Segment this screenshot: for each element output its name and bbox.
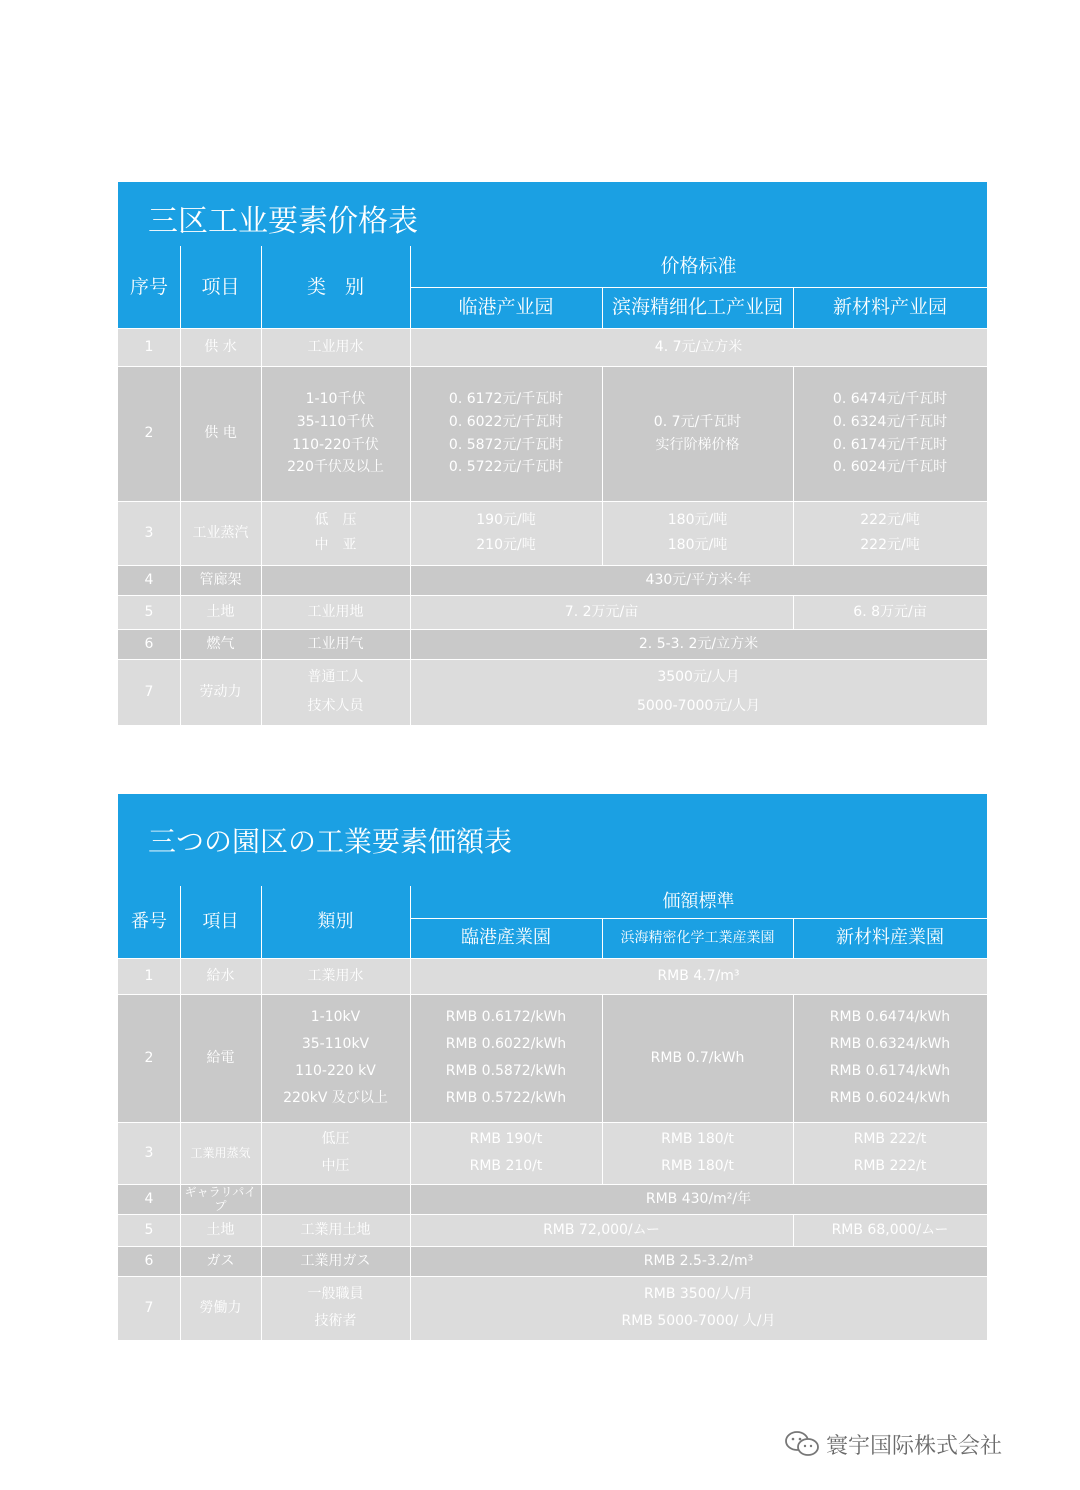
table-row-5-category-line: 工业用地 <box>307 603 364 620</box>
table-row-7-price-line: 5000-7000元/人月 <box>636 698 761 714</box>
grid-line <box>180 659 181 725</box>
table-row-3-price-park2-line: RMB 180/t <box>661 1158 734 1174</box>
table-row-5-price-park-3 <box>793 595 987 629</box>
grid-line <box>261 629 262 659</box>
table-row-7-item-line: 劳动力 <box>199 683 242 700</box>
table-row-5-item-line: 土地 <box>206 1221 235 1238</box>
grid-line <box>261 1122 262 1184</box>
table-row-2-price-park1-line: 0. 6022元/千瓦时 <box>448 413 564 430</box>
table-row-6-category <box>261 629 410 659</box>
table-row-2-price-park3-line: 0. 6174元/千瓦时 <box>832 436 948 453</box>
table-row-3-price-park2 <box>602 501 793 565</box>
grid-line <box>180 629 181 659</box>
header-park-2 <box>602 918 793 958</box>
table-row-2-no-line: 2 <box>144 425 154 442</box>
table-row-1-item-line: 給水 <box>206 967 235 984</box>
table-row-3-item <box>180 501 261 565</box>
table-row-1-no <box>118 328 180 366</box>
table-row-4-no-line: 4 <box>144 571 154 588</box>
table-row-3-item <box>180 1122 261 1184</box>
table-row-3-category <box>261 501 410 565</box>
table-row-2-price-park2 <box>602 366 793 501</box>
grid-line <box>410 918 987 919</box>
grid-line <box>261 994 262 1122</box>
table-row-2-price-park3-line: 0. 6024元/千瓦时 <box>832 459 948 476</box>
table-row-3-price-park3-line: 222元/吨 <box>860 512 920 529</box>
grid-line <box>261 659 262 725</box>
grid-line <box>793 501 794 565</box>
grid-line <box>180 1122 181 1184</box>
table-row-3-category-line: 低圧 <box>321 1131 350 1148</box>
table-row-2-no <box>118 994 180 1122</box>
table-row-2-price-park3-line: 0. 6474元/千瓦时 <box>832 390 948 407</box>
grid-line <box>180 1276 181 1340</box>
table-row-3-price-park1-line: 210元/吨 <box>476 537 536 553</box>
table-row-6-no-line: 6 <box>144 1252 154 1269</box>
table-row-4-item-line: ギャラリパイプ <box>184 1184 257 1213</box>
table-row-2-price-park2-line: RMB 0.7/kWh <box>650 1049 745 1066</box>
table-row-2-no <box>118 366 180 501</box>
header-park-2 <box>602 287 793 328</box>
table-row-2-category-line: 35-110kV <box>301 1036 370 1053</box>
table-row-1-category-line: 工業用水 <box>307 967 364 984</box>
table-row-2-price-park2 <box>602 994 793 1122</box>
grid-line <box>118 1276 987 1277</box>
table-row-5-no <box>118 1214 180 1246</box>
header-item <box>180 886 261 958</box>
table-row-3-item-line: 工業用蒸気 <box>190 1145 251 1160</box>
grid-line <box>793 994 794 1122</box>
grid-line <box>118 1214 987 1215</box>
grid-line <box>410 659 411 725</box>
table-row-5-category-line: 工業用土地 <box>300 1221 371 1238</box>
table-row-7-price <box>410 1276 987 1340</box>
grid-line <box>410 595 411 629</box>
table-row-2-price-park3-line: RMB 0.6174/kWh <box>829 1063 951 1079</box>
table-row-3-price-park1-line: 190元/吨 <box>476 512 536 529</box>
table-row-2-price-park1-line: 0. 6172元/千瓦时 <box>448 390 564 407</box>
table-row-4-no <box>118 1184 180 1214</box>
header-no-line: 序号 <box>129 275 168 298</box>
table-row-3-category-line: 低 压 <box>314 512 357 529</box>
table-row-6-item <box>180 629 261 659</box>
table-row-7-category <box>261 1276 410 1340</box>
table-row-7-price-line: 3500元/人月 <box>657 669 740 686</box>
grid-line <box>180 565 181 595</box>
table-row-7-price-line: RMB 3500/人/月 <box>644 1286 753 1303</box>
header-park-3 <box>793 287 987 328</box>
header-price-standard-line: 価額標準 <box>662 891 735 913</box>
header-item-line: 項目 <box>202 911 239 933</box>
table-row-2-category <box>261 366 410 501</box>
table-row-7-no <box>118 659 180 725</box>
grid-line <box>180 328 181 366</box>
table-row-5-price-park-3-line: 6. 8万元/亩 <box>853 603 927 620</box>
header-price-standard <box>410 886 987 918</box>
grid-line <box>261 886 262 958</box>
table-row-1-price <box>410 328 987 366</box>
header-price-standard <box>410 246 987 287</box>
grid-line <box>118 328 987 329</box>
table-row-2-price-park1-line: RMB 0.6022/kWh <box>445 1036 567 1053</box>
table-row-7-price-line: RMB 5000-7000/ 人/月 <box>621 1313 776 1329</box>
table-row-3-price-park2 <box>602 1122 793 1184</box>
table-row-2-price-park3-line: 0. 6324元/千瓦时 <box>832 413 948 430</box>
header-park-3-line: 新材料産業園 <box>836 927 944 949</box>
table-row-6-price-line: 2. 5-3. 2元/立方米 <box>638 635 759 652</box>
grid-line <box>180 246 181 328</box>
table-row-1-no <box>118 958 180 994</box>
grid-line <box>118 1184 987 1185</box>
table-row-5-price-park-1-2-line: 7. 2万元/亩 <box>564 603 639 620</box>
grid-line <box>118 958 987 959</box>
table-row-2-item <box>180 994 261 1122</box>
grid-line <box>410 328 411 366</box>
table-row-7-category <box>261 659 410 725</box>
price-table-cn <box>118 182 987 728</box>
grid-line <box>261 501 262 565</box>
header-park-2-line: 滨海精细化工产业园 <box>611 296 783 319</box>
table-row-3-category-line: 中圧 <box>321 1158 350 1174</box>
grid-line <box>118 366 987 367</box>
grid-line <box>602 994 603 1122</box>
grid-line <box>261 328 262 366</box>
grid-line <box>118 565 987 566</box>
table-row-6-item <box>180 1246 261 1276</box>
grid-line <box>118 501 987 502</box>
table-row-4-price <box>410 1184 987 1214</box>
table-row-7-no-line: 7 <box>144 683 154 700</box>
grid-line <box>793 1122 794 1184</box>
table-row-2-price-park2-line: 实行阶梯价格 <box>655 436 740 453</box>
grid-line <box>180 1246 181 1276</box>
table-row-4-category <box>261 565 410 595</box>
table-row-5-price-park-1-2 <box>410 1214 793 1246</box>
table-row-3-no-line: 3 <box>144 1144 154 1161</box>
table-row-3-price-park2-line: 180元/吨 <box>667 512 728 529</box>
grid-line <box>261 1184 262 1214</box>
grid-line <box>410 886 411 958</box>
table-row-2-price-park1 <box>410 994 602 1122</box>
header-no <box>118 246 180 328</box>
grid-line <box>602 287 603 328</box>
table-row-2-category-line: 1-10kV <box>310 1009 361 1026</box>
table-row-4-item <box>180 565 261 595</box>
grid-line <box>261 565 262 595</box>
grid-line <box>118 994 987 995</box>
grid-line <box>793 595 794 629</box>
table-row-6-no-line: 6 <box>144 635 154 652</box>
table-row-4-price-line: RMB 430/m²/年 <box>645 1190 752 1207</box>
footer-brand <box>784 1428 1054 1460</box>
table-row-4-item <box>180 1184 261 1214</box>
table-row-5-item <box>180 1214 261 1246</box>
table-row-1-category <box>261 958 410 994</box>
grid-line <box>261 958 262 994</box>
table-row-5-price-park-1-2 <box>410 595 793 629</box>
table-row-6-category-line: 工业用气 <box>307 635 364 652</box>
table-row-7-category-line: 技術者 <box>314 1313 357 1329</box>
grid-line <box>180 994 181 1122</box>
grid-line <box>410 501 411 565</box>
table-cn-title: 三区工业要素价格表 <box>148 204 418 239</box>
header-park-1 <box>410 918 602 958</box>
table-row-4-price <box>410 565 987 595</box>
table-row-7-item-line: 勞働力 <box>199 1299 242 1316</box>
table-row-1-item <box>180 958 261 994</box>
grid-line <box>793 287 794 328</box>
table-row-6-category <box>261 1246 410 1276</box>
table-row-3-price-park1-line: RMB 190/t <box>469 1131 543 1148</box>
grid-line <box>602 1122 603 1184</box>
table-row-3-category-line: 中 亚 <box>314 537 357 553</box>
footer-brand-text: 寰宇国际株式会社 <box>826 1433 1003 1459</box>
table-row-5-no <box>118 595 180 629</box>
header-item <box>180 246 261 328</box>
table-row-2-category-line: 110-220 kV <box>295 1063 376 1079</box>
price-table-jp <box>118 794 987 1340</box>
grid-line <box>602 501 603 565</box>
header-park-1-line: 臨港產業園 <box>461 927 551 949</box>
grid-line <box>118 1246 987 1247</box>
table-row-2-price-park1 <box>410 366 602 501</box>
grid-line <box>180 366 181 501</box>
table-row-3-no <box>118 1122 180 1184</box>
table-row-6-no <box>118 629 180 659</box>
table-row-7-category-line: 普通工人 <box>307 669 364 686</box>
table-row-2-category-line: 1-10千伏 <box>305 390 366 407</box>
table-row-4-no-line: 4 <box>144 1190 154 1207</box>
grid-line <box>410 565 411 595</box>
table-row-5-price-park-1-2-line: RMB 72,000/ムー <box>543 1221 660 1238</box>
table-row-5-price-park-3 <box>793 1214 987 1246</box>
table-row-2-category-line: 220kV 及び以上 <box>283 1089 388 1106</box>
table-row-2-price-park1-line: RMB 0.5722/kWh <box>445 1089 567 1106</box>
header-park-2-line: 浜海精密化学工業産業園 <box>620 929 775 946</box>
table-row-2-price-park1-line: 0. 5722元/千瓦时 <box>448 459 564 476</box>
table-row-4-price-line: 430元/平方米·年 <box>645 571 752 588</box>
grid-line <box>261 1214 262 1246</box>
table-row-3-price-park2-line: 180元/吨 <box>667 537 728 553</box>
table-row-3-price-park3-line: RMB 222/t <box>853 1158 927 1174</box>
table-row-2-item <box>180 366 261 501</box>
grid-line <box>180 958 181 994</box>
table-row-2-category-line: 110-220千伏 <box>292 436 379 453</box>
table-row-6-no <box>118 1246 180 1276</box>
table-row-1-price-line: 4. 7元/立方米 <box>654 338 743 355</box>
table-row-7-no-line: 7 <box>144 1299 154 1316</box>
table-row-3-item-line: 工业蒸汽 <box>192 524 249 541</box>
table-row-2-price-park3 <box>793 366 987 501</box>
table-row-5-no-line: 5 <box>144 1221 154 1238</box>
table-row-5-no-line: 5 <box>144 603 154 620</box>
table-row-1-item <box>180 328 261 366</box>
grid-line <box>180 501 181 565</box>
header-category-line: 類別 <box>317 911 354 933</box>
table-row-3-price-park1-line: RMB 210/t <box>469 1158 543 1174</box>
table-row-6-category-line: 工業用ガス <box>300 1252 371 1269</box>
table-row-7-category-line: 技术人员 <box>307 698 364 714</box>
table-row-4-item-line: 管廊架 <box>199 571 242 588</box>
table-row-2-price-park3 <box>793 994 987 1122</box>
table-row-6-price <box>410 629 987 659</box>
table-row-2-price-park3-line: RMB 0.6024/kWh <box>829 1089 951 1106</box>
table-row-7-category-line: 一般職員 <box>307 1286 364 1303</box>
table-row-5-price-park-3-line: RMB 68,000/ムー <box>831 1221 949 1238</box>
grid-line <box>118 1122 987 1123</box>
table-row-2-category <box>261 994 410 1122</box>
grid-line <box>180 595 181 629</box>
table-row-3-price-park3-line: RMB 222/t <box>853 1131 927 1148</box>
wechat-icon <box>784 1430 820 1458</box>
header-park-1-line: 临港产业园 <box>458 296 554 319</box>
table-row-6-item-line: 燃气 <box>206 635 235 652</box>
table-row-5-item <box>180 595 261 629</box>
grid-line <box>410 1122 411 1184</box>
table-row-1-price <box>410 958 987 994</box>
table-row-1-category-line: 工业用水 <box>307 338 364 355</box>
table-row-2-price-park1-line: 0. 5872元/千瓦时 <box>448 436 564 453</box>
grid-line <box>410 1276 411 1340</box>
grid-line <box>118 629 987 630</box>
grid-line <box>180 1184 181 1214</box>
table-row-7-price <box>410 659 987 725</box>
grid-line <box>261 1276 262 1340</box>
grid-line <box>118 595 987 596</box>
grid-line <box>410 366 411 501</box>
table-row-2-price-park3-line: RMB 0.6474/kWh <box>829 1009 951 1026</box>
grid-line <box>118 659 987 660</box>
table-row-7-item <box>180 659 261 725</box>
table-row-2-price-park2-line: 0. 7元/千瓦时 <box>653 413 742 430</box>
table-row-2-category-line: 220千伏及以上 <box>287 459 384 476</box>
table-row-1-category <box>261 328 410 366</box>
table-row-6-price <box>410 1246 987 1276</box>
table-row-7-item <box>180 1276 261 1340</box>
table-row-3-price-park1 <box>410 501 602 565</box>
header-no <box>118 886 180 958</box>
grid-line <box>180 886 181 958</box>
table-row-4-no <box>118 565 180 595</box>
grid-line <box>180 1214 181 1246</box>
table-row-2-item-line: 給電 <box>206 1049 235 1066</box>
table-row-3-price-park3-line: 222元/吨 <box>860 537 920 553</box>
table-row-1-price-line: RMB 4.7/m³ <box>657 967 740 984</box>
header-category-line: 类 别 <box>306 275 364 298</box>
grid-line <box>793 1214 794 1246</box>
header-category <box>261 246 410 328</box>
table-row-1-item-line: 供 水 <box>204 338 237 355</box>
table-row-6-price-line: RMB 2.5-3.2/m³ <box>643 1252 754 1269</box>
table-row-6-item-line: ガス <box>206 1252 235 1269</box>
grid-line <box>410 629 411 659</box>
grid-line <box>261 366 262 501</box>
table-row-3-price-park2-line: RMB 180/t <box>661 1131 734 1148</box>
table-row-1-no-line: 1 <box>144 338 154 355</box>
table-row-3-no <box>118 501 180 565</box>
grid-line <box>410 1246 411 1276</box>
grid-line <box>410 958 411 994</box>
table-row-2-category-line: 35-110千伏 <box>296 413 375 430</box>
header-park-3 <box>793 918 987 958</box>
table-row-1-no-line: 1 <box>144 967 154 984</box>
grid-line <box>793 918 794 958</box>
header-item-line: 项目 <box>201 275 240 298</box>
grid-line <box>261 246 262 328</box>
table-row-3-price-park3 <box>793 1122 987 1184</box>
grid-line <box>410 1184 411 1214</box>
grid-line <box>410 287 987 288</box>
table-row-4-category <box>261 1184 410 1214</box>
table-row-5-category <box>261 1214 410 1246</box>
grid-line <box>410 1214 411 1246</box>
table-row-3-no-line: 3 <box>144 524 154 541</box>
grid-line <box>602 366 603 501</box>
header-price-standard-line: 价格标准 <box>660 255 737 278</box>
table-jp-title: 三つの園区の工業要素価額表 <box>148 825 513 858</box>
table-row-5-item-line: 土地 <box>206 603 235 620</box>
table-row-2-item-line: 供 电 <box>204 425 237 442</box>
grid-line <box>261 1246 262 1276</box>
header-park-3-line: 新材料产业园 <box>832 296 947 319</box>
header-category <box>261 886 410 958</box>
grid-line <box>410 994 411 1122</box>
grid-line <box>602 918 603 958</box>
table-row-5-category <box>261 595 410 629</box>
table-row-2-price-park1-line: RMB 0.6172/kWh <box>445 1009 567 1026</box>
table-row-3-price-park3 <box>793 501 987 565</box>
header-park-1 <box>410 287 602 328</box>
grid-line <box>261 595 262 629</box>
table-row-3-category <box>261 1122 410 1184</box>
table-row-2-no-line: 2 <box>144 1049 154 1066</box>
table-row-2-price-park1-line: RMB 0.5872/kWh <box>445 1063 567 1079</box>
header-no-line: 番号 <box>131 911 167 933</box>
table-row-2-price-park3-line: RMB 0.6324/kWh <box>829 1036 951 1053</box>
grid-line <box>793 366 794 501</box>
table-row-7-no <box>118 1276 180 1340</box>
table-row-3-price-park1 <box>410 1122 602 1184</box>
